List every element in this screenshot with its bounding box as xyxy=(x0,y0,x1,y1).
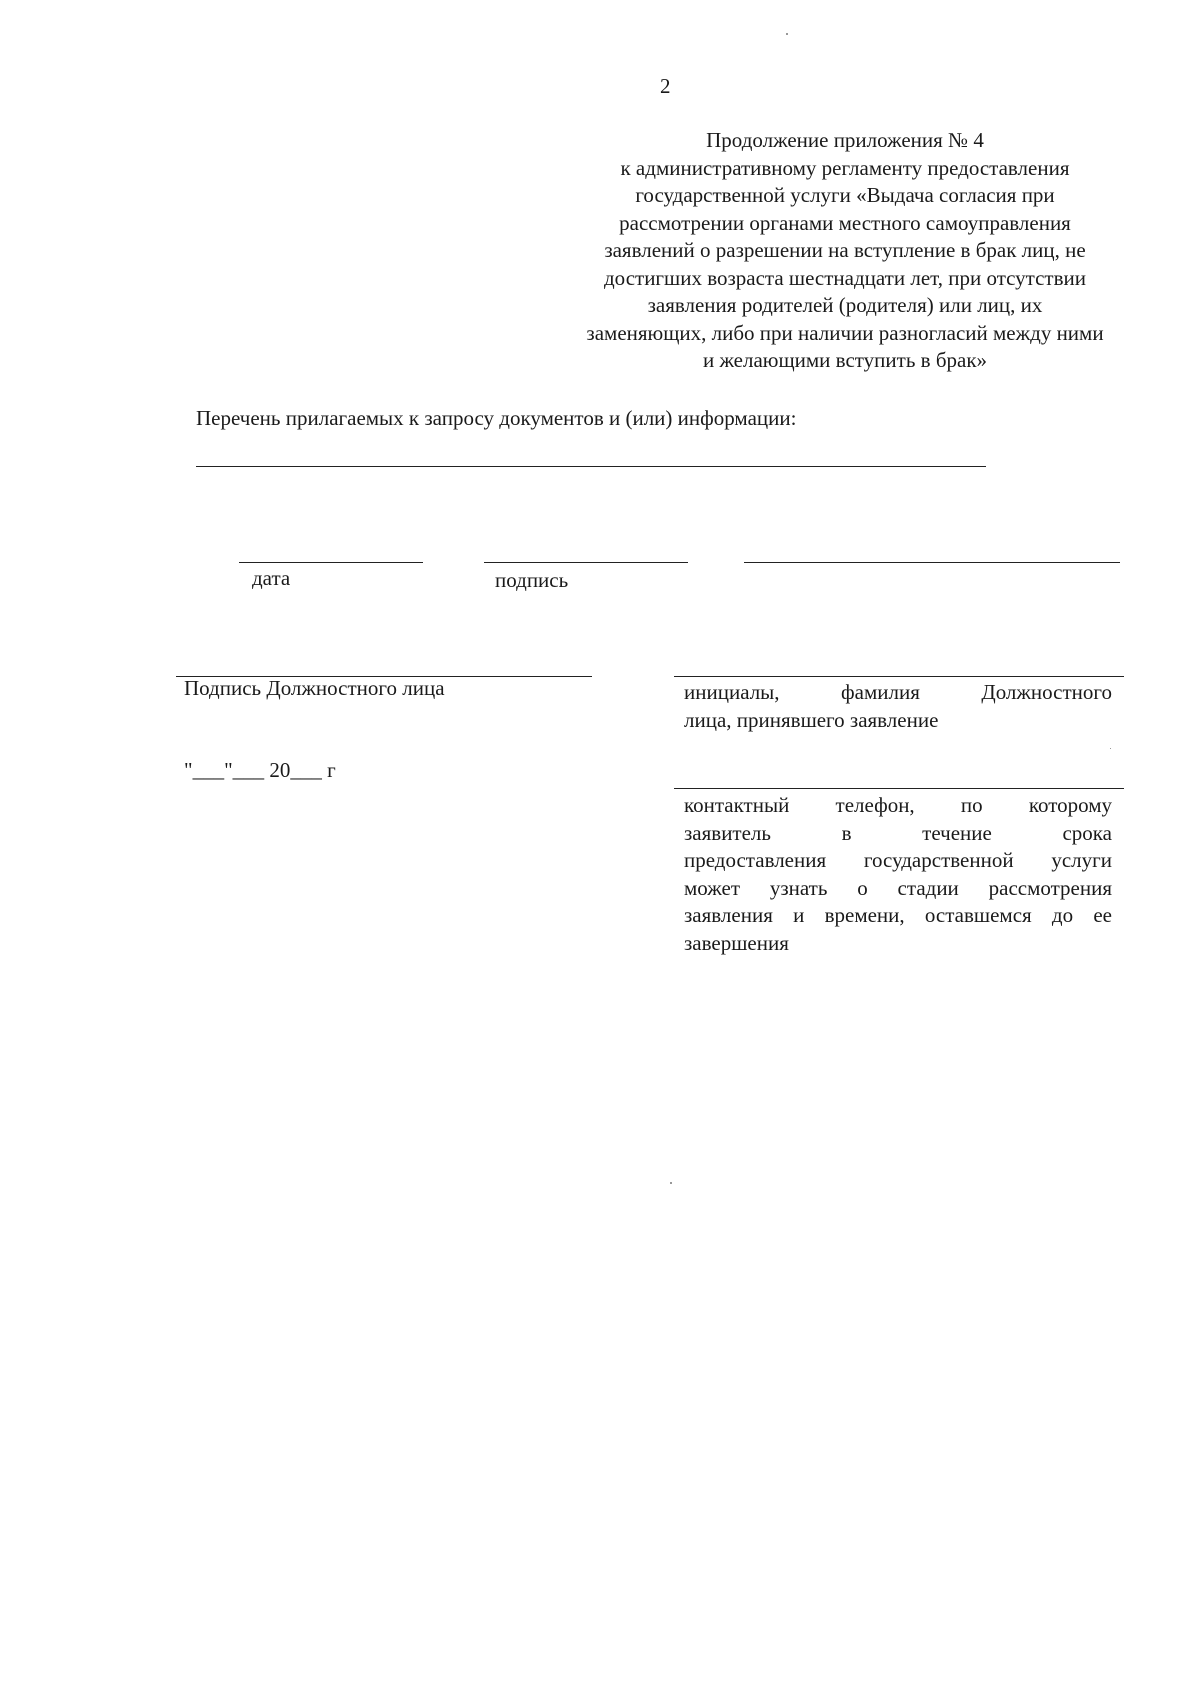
appendix-header-line: и желающими вступить в брак» xyxy=(702,348,988,372)
official-name-caption xyxy=(684,679,1112,734)
appendix-header-line: заявления родителей (родителя) или лиц, их xyxy=(647,293,1043,317)
contact-phone-caption-line: заявления и времени, оставшемся до ее xyxy=(684,903,1112,927)
appendix-header-line: достигших возраста шестнадцати лет, при отсутствии xyxy=(603,265,1086,290)
contact-phone-caption-line: завершения xyxy=(684,930,789,955)
appendix-header-line: заявлений о разрешении на вступление в брак лиц, не xyxy=(604,238,1086,262)
scan-speck xyxy=(786,33,788,35)
appendix-header-line: к административному регламенту предоставления xyxy=(620,155,1070,180)
official-name-caption-line: инициалы, фамилия Должностного xyxy=(684,680,1112,704)
contact-phone-caption xyxy=(684,792,1112,957)
appendix-header xyxy=(540,127,1150,375)
official-name-fill-line xyxy=(674,676,1124,677)
appendix-header-line: рассмотрении органами местного самоуправления xyxy=(619,210,1071,235)
documents-list-fill-line xyxy=(196,466,986,467)
official-name-caption-line: лица, принявшего заявление xyxy=(684,707,939,732)
appendix-header-line: Продолжение приложения № 4 xyxy=(706,128,984,152)
signature-fill-line xyxy=(484,562,688,563)
contact-phone-caption-line: заявитель в течение срока xyxy=(684,820,1112,845)
documents-list-caption: Перечень прилагаемых к запросу документов и (или) информации: xyxy=(196,406,797,430)
contact-phone-fill-line xyxy=(674,788,1124,789)
signature-label: подпись xyxy=(495,568,569,592)
contact-phone-caption-line: предоставления государственной услуги xyxy=(684,848,1112,872)
official-signature-label: Подпись Должностного лица xyxy=(184,676,445,700)
date-label: дата xyxy=(252,566,291,590)
scan-speck xyxy=(670,1182,672,1184)
scan-speck xyxy=(1110,748,1111,749)
date-template: "___"___ 20___ г xyxy=(184,758,336,782)
appendix-header-line: заменяющих, либо при наличии разногласий между ними xyxy=(586,320,1104,345)
page-number: 2 xyxy=(660,74,671,98)
date-fill-line xyxy=(239,562,423,563)
appendix-header-line: государственной услуги «Выдача согласия при xyxy=(635,183,1055,207)
contact-phone-caption-line: может узнать о стадии рассмотрения xyxy=(684,875,1112,900)
contact-phone-caption-line: контактный телефон, по которому xyxy=(684,793,1112,817)
applicant-name-fill-line xyxy=(744,562,1120,563)
